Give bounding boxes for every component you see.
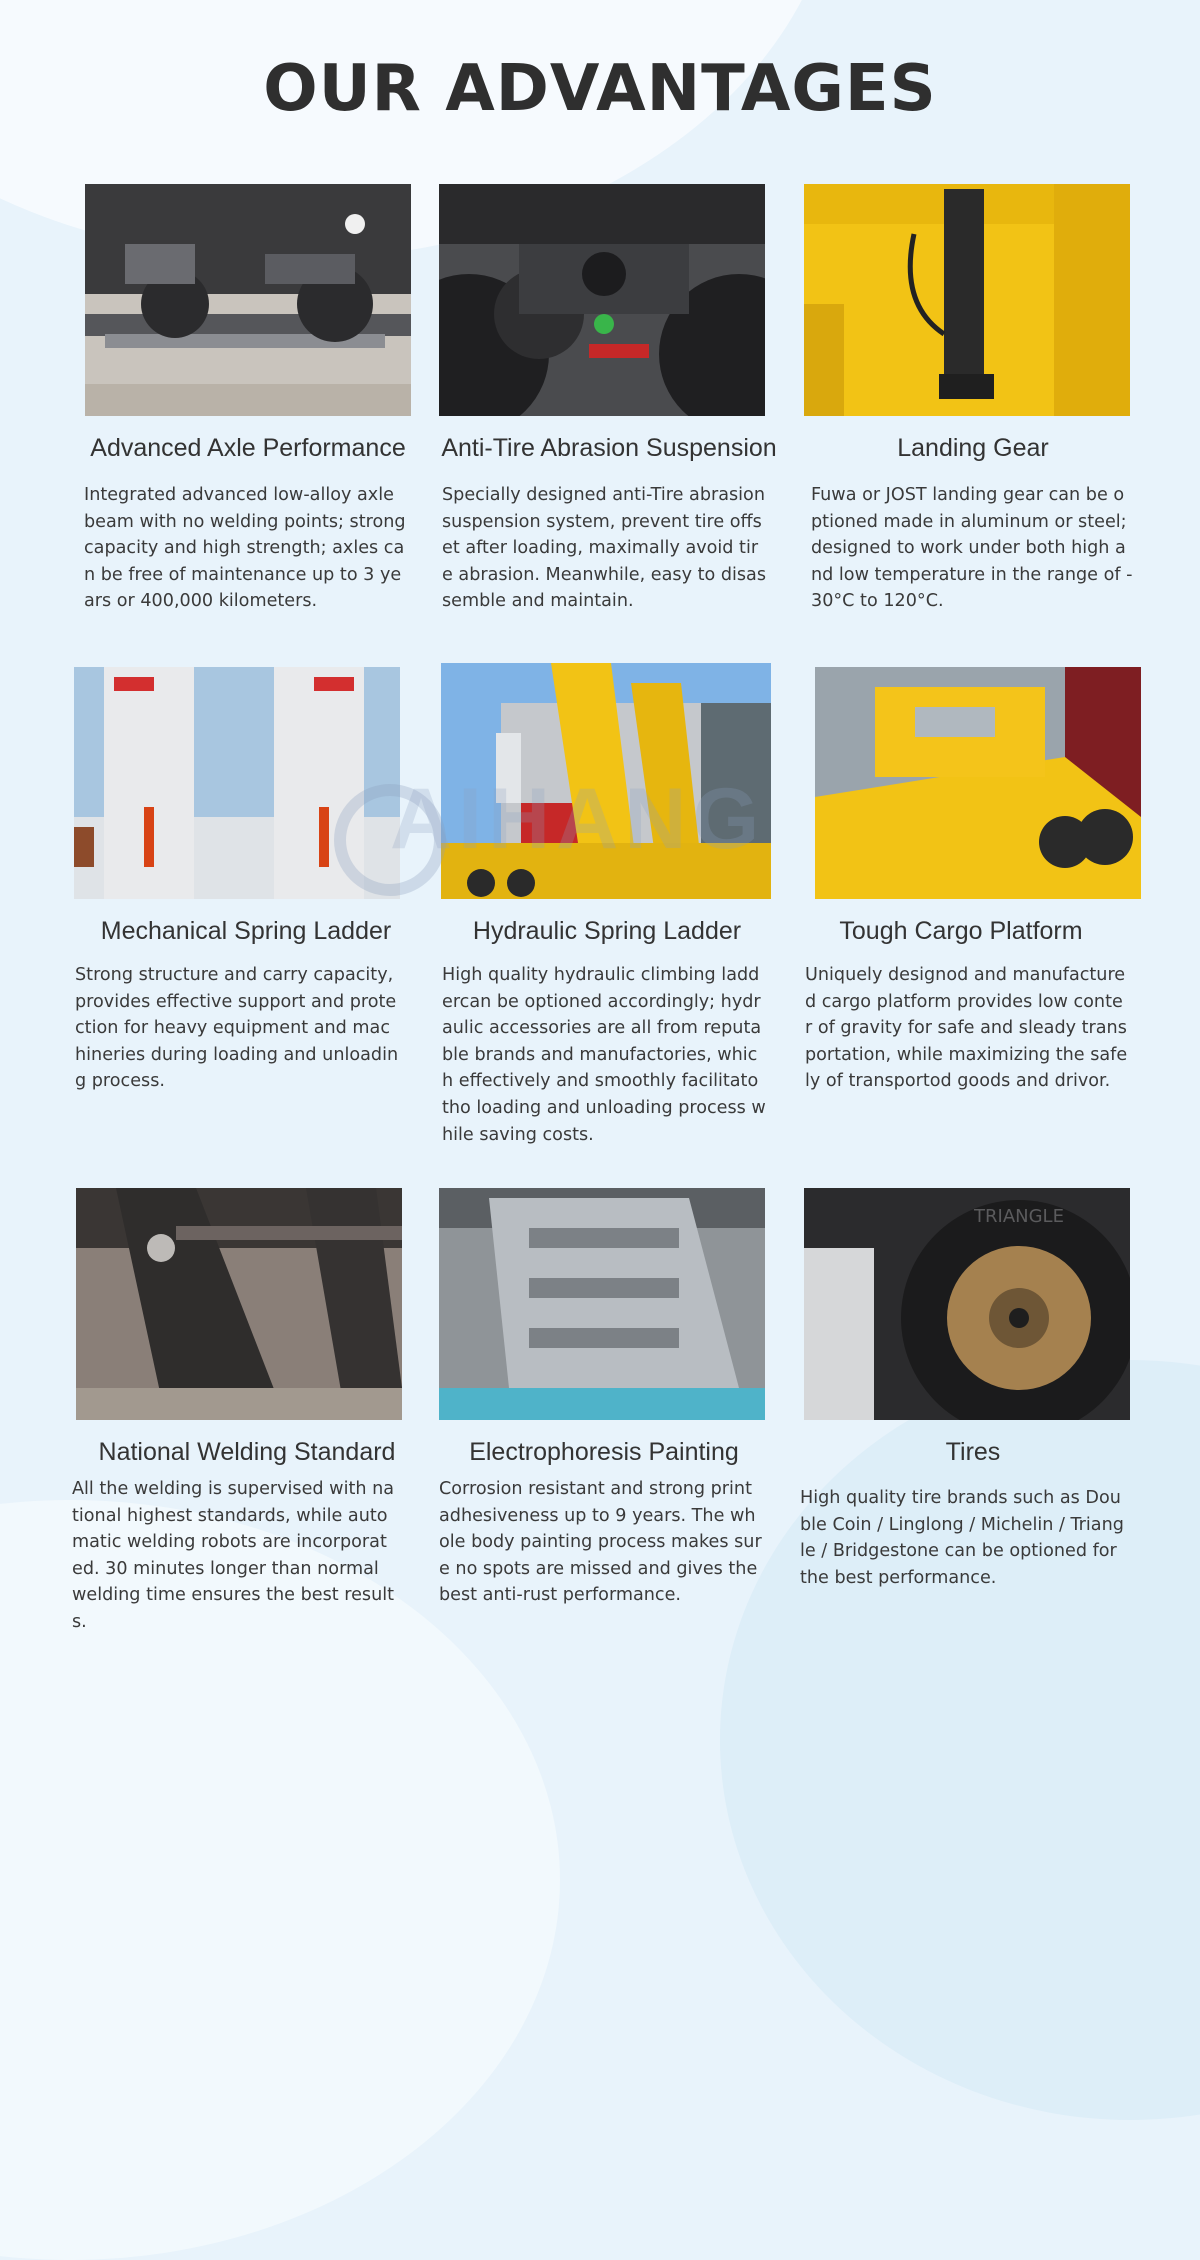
- card-body: Fuwa or JOST landing gear can be optioned made in aluminum or steel; designed to work under both high and low temperature in the range of -30°C to 120°C.: [811, 485, 1133, 612]
- card-heading: Electrophoresis Painting: [469, 1438, 739, 1466]
- card-body: Uniquely designod and manufactured cargo platform provides low conter of gravity for safe and sleady transportation, while maximizing the safely of transportod goods and drivor.: [805, 965, 1128, 1092]
- card-heading: Anti-Tire Abrasion Suspension: [441, 434, 777, 462]
- card-heading: Hydraulic Spring Ladder: [472, 917, 742, 945]
- painting-photo: [439, 1188, 765, 1420]
- card-body: Strong structure and carry capacity, provides effective support and protection for heavy equipment and machineries during loading and unloading process.: [75, 965, 399, 1092]
- card-body: All the welding is supervised with national highest standards, while automatic welding robots are incorporated. 30 minutes longer than normal welding time ensures the best results.: [72, 1479, 395, 1632]
- card-body: Specially designed anti-Tire abrasion suspension system, prevent tire offset after loading, maximally avoid tire abrasion. Meanwhile, easy to disassemble and maintain.: [442, 485, 766, 612]
- card-heading: Tires: [945, 1438, 1001, 1466]
- tires-photo: [804, 1188, 1130, 1420]
- card-body: High quality tire brands such as Double Coin / Linglong / Michelin / Triangle / Bridgestone can be optioned for the best performance.: [800, 1488, 1124, 1588]
- card-heading: Landing Gear: [897, 434, 1049, 462]
- tire-brand-text: TRIANGLE: [974, 1206, 1064, 1227]
- card-body: High quality hydraulic climbing laddercan be optioned accordingly; hydraulic accessories are all from reputable brands and manufactories, which effectively and smoothly facilitato tho loading and unloading process while saving costs.: [442, 965, 766, 1145]
- page-title: OUR ADVANTAGES: [263, 52, 937, 126]
- card-body: Integrated advanced low-alloy axle beam with no welding points; strong capacity and high strength; axles can be free of maintenance up to 3 years or 400,000 kilometers.: [84, 485, 406, 612]
- background-shape: [720, 1360, 1200, 2120]
- landing-gear-photo: [804, 184, 1130, 416]
- cargo-platform-photo: [815, 667, 1141, 899]
- suspension-photo: [439, 184, 765, 416]
- card-heading: Mechanical Spring Ladder: [100, 917, 392, 945]
- watermark-text: AIHANG: [390, 771, 766, 867]
- card-heading: Tough Cargo Platform: [839, 917, 1083, 945]
- axle-photo: [85, 184, 411, 416]
- card-body: Corrosion resistant and strong print adhesiveness up to 9 years. The whole body painting process makes sure no spots are missed and gives the best anti-rust performance.: [439, 1479, 762, 1606]
- card-heading: National Welding Standard: [98, 1438, 396, 1466]
- welding-photo: [76, 1188, 402, 1420]
- card-heading: Advanced Axle Performance: [90, 434, 406, 462]
